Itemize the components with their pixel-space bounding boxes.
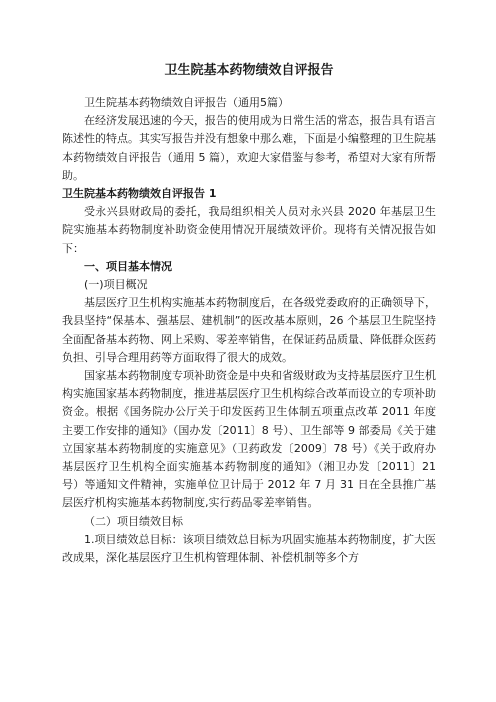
paragraph: 1.项目绩效总目标：该项目绩效总目标为巩固实施基本药物制度，扩大医改成果，深化基层医疗卫生机构管理体制、补偿机制等多个方 xyxy=(62,532,436,565)
document-page xyxy=(62,62,436,567)
paragraph: 卫生院基本药物绩效自评报告（通用5篇） xyxy=(84,96,289,109)
paragraph: 一、项目基本情况 xyxy=(84,259,172,273)
document-body xyxy=(62,94,436,567)
paragraph: 在经济发展迅速的今天，报告的使用成为日常生活的常态，报告具有语言陈述性的特点。其实写报告并没有想象中那么难，下面是小编整理的卫生院基本药物绩效自评报告（通用 5 篇），欢迎大家借鉴与参考，希望对大家有所帮助。 xyxy=(62,114,436,182)
paragraph: （二）项目绩效目标 xyxy=(84,514,183,528)
paragraph: 国家基本药物制度专项补助资金是中央和省级财政为支持基层医疗卫生机构实施国家基本药物制度，推进基层医疗卫生机构综合改革而设立的专项补助资金。根据《国务院办公厅关于印发医药卫生体制五项重点改革 2011 年度主要工作安排的通知》（国办发〔2011〕8 号）、卫生部等 9 部委局《关于建立国家基本药物制度的实施意见》（卫药政发〔2009〕78 号）《关于政府办基层医疗卫生机构全面实施基本药物制度的通知》（湘卫办发〔2011〕21 号）等通知文件精神，实施单位卫计局于 2012 年 7 月 31 日在全县推广基层医疗机构实施基本药物制度,实行药品零差率销售。 xyxy=(62,369,436,510)
paragraph: (一)项目概况 xyxy=(84,278,148,292)
document-title: 卫生院基本药物绩效自评报告 xyxy=(164,63,334,78)
paragraph: 受永兴县财政局的委托，我局组织相关人员对永兴县 2020 年基层卫生院实施基本药物制度补助资金使用情况开展绩效评价。现将有关情况报告如下： xyxy=(62,205,436,255)
paragraph: 基层医疗卫生机构实施基本药物制度后，在各级党委政府的正确领导下，我县坚持“保基本、强基层、建机制”的医改基本原则，26 个基层卫生院坚持全面配备基本药物、网上采购、零差率销售，在保证药品质量、降低群众医药负担、引导合理用药等方面取得了很大的成效。 xyxy=(62,296,436,364)
paragraph: 卫生院基本药物绩效自评报告 1 xyxy=(62,187,217,201)
